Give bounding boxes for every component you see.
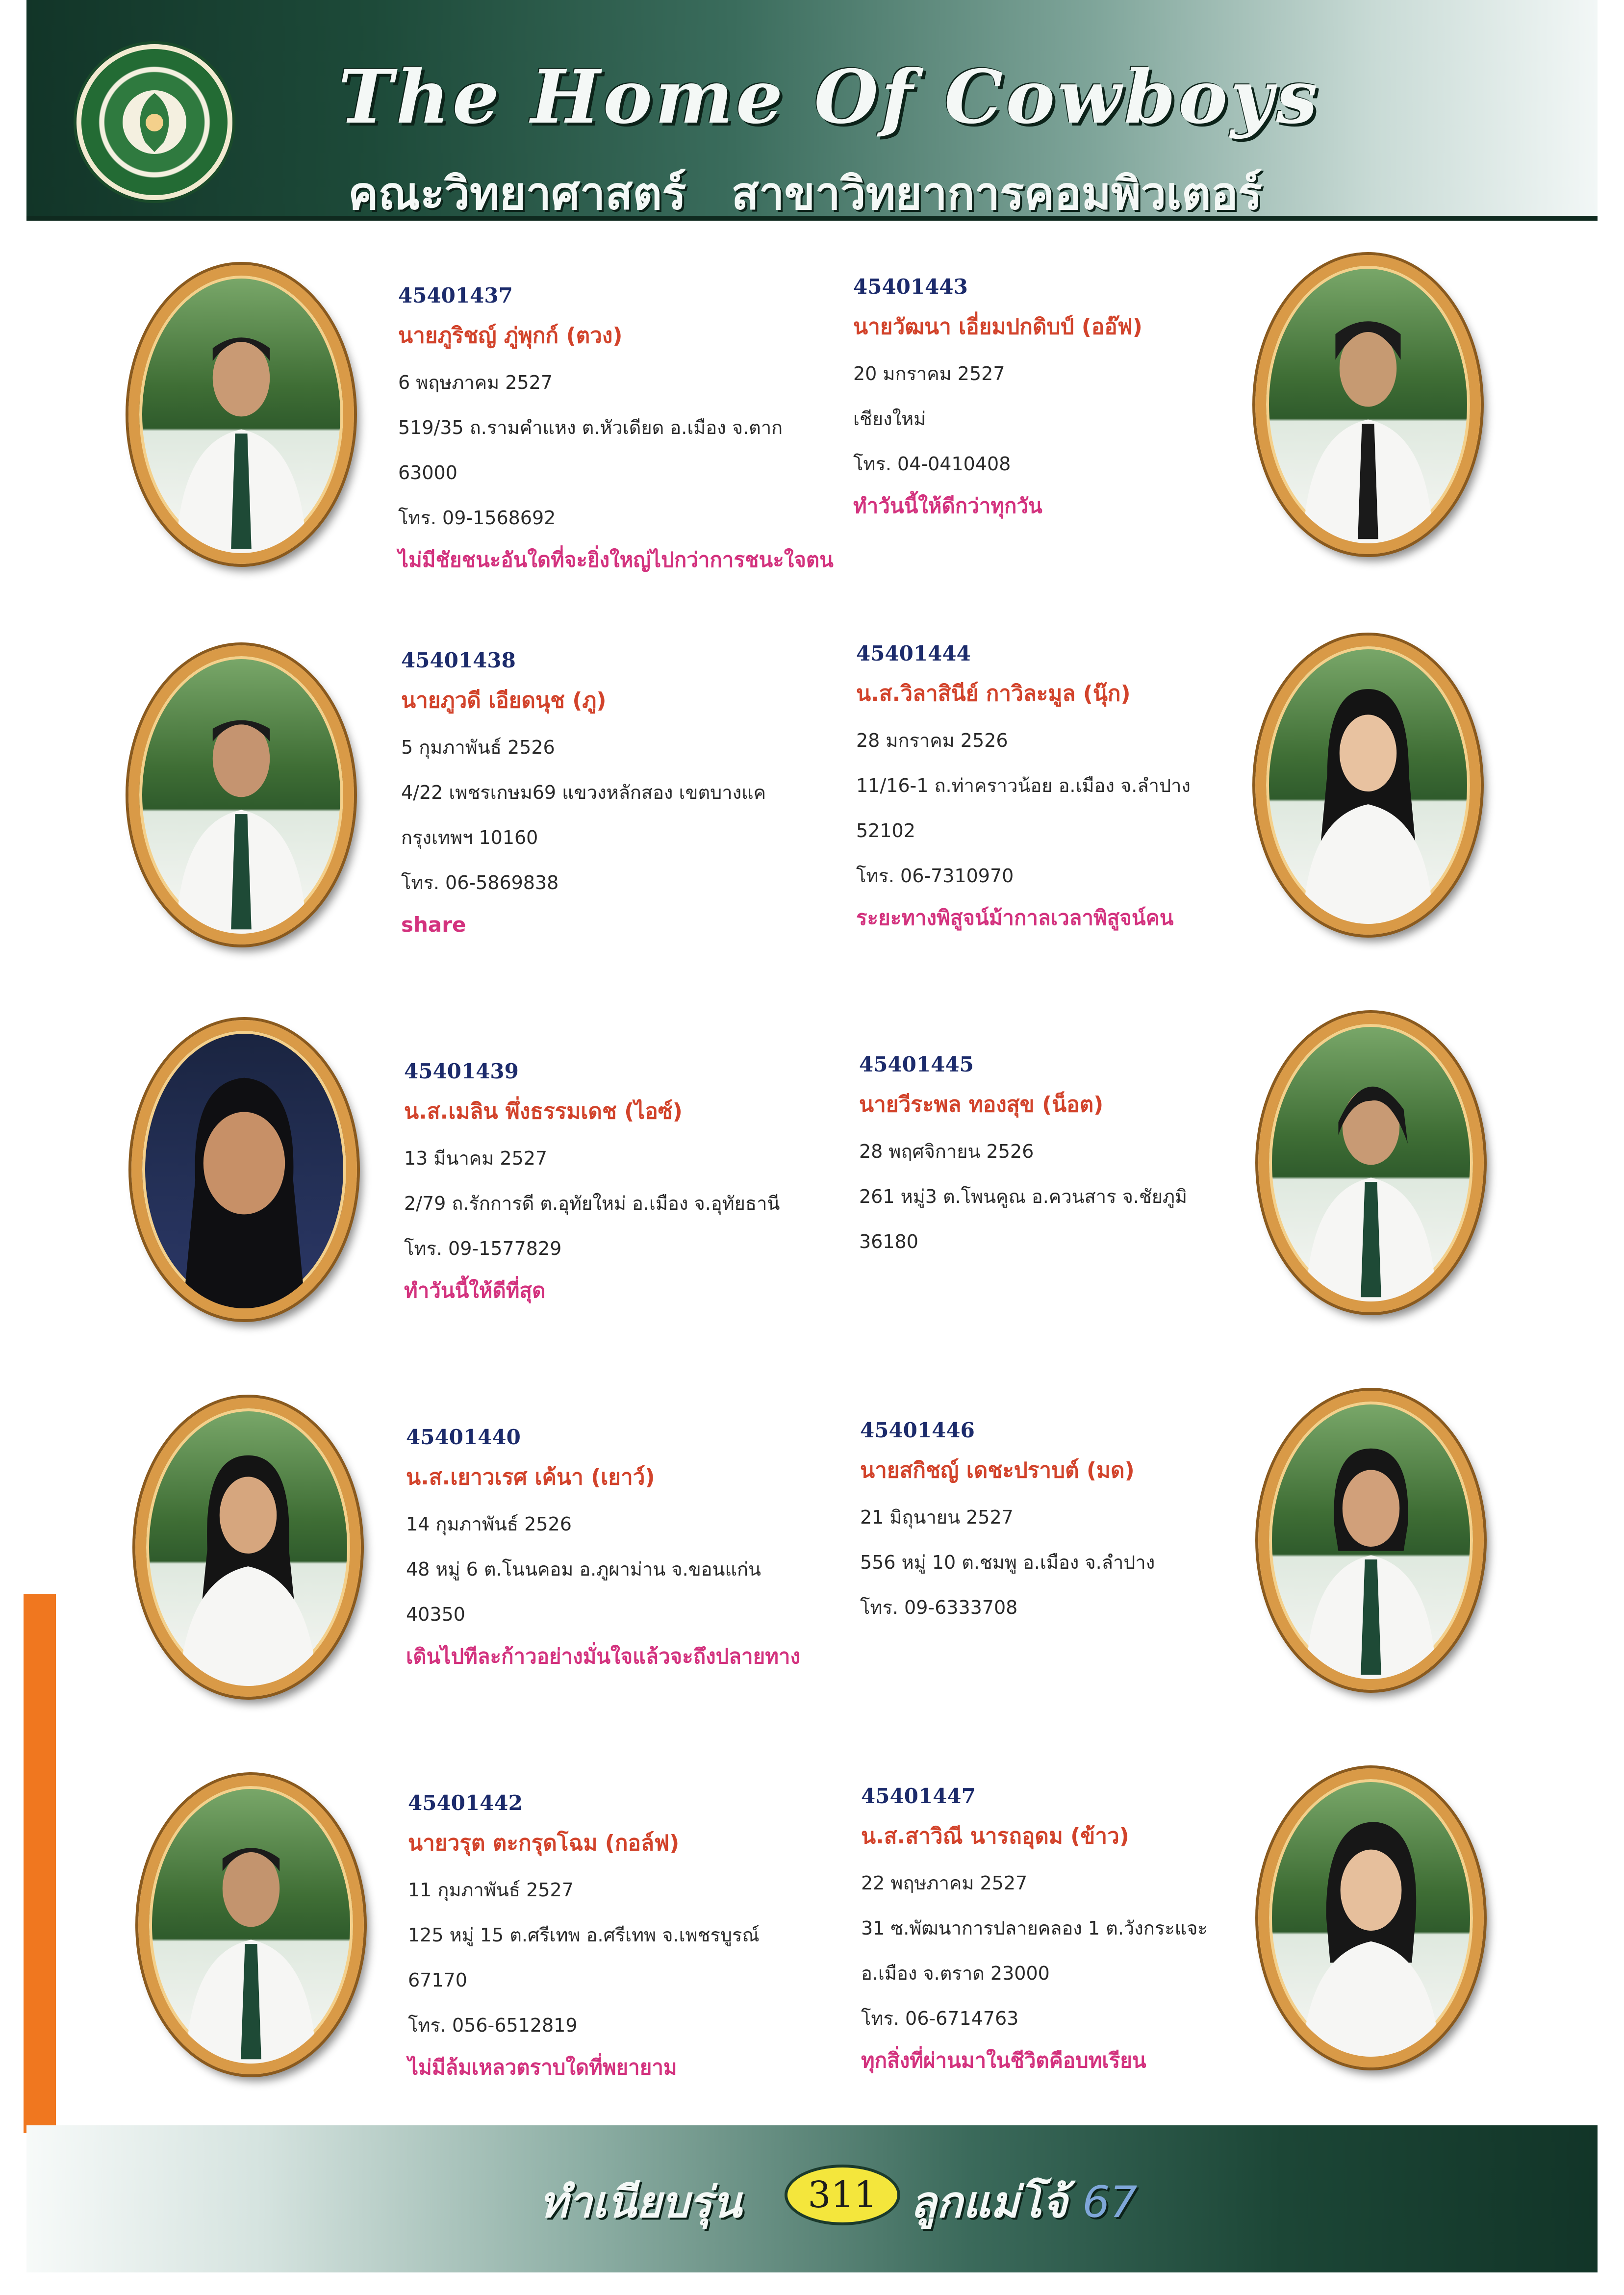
student-postcode: 63000 (398, 462, 457, 484)
student-photo (138, 1775, 364, 2074)
student-id: 45401447 (861, 1784, 976, 1808)
student-address: 556 หมู่ 10 ต.ชมพู อ.เมือง จ.ลำปาง (860, 1552, 1155, 1573)
student-card (401, 648, 842, 945)
student-photo (1258, 1013, 1484, 1312)
student-card (404, 1059, 845, 1311)
student-id: 45401445 (859, 1052, 974, 1076)
student-postcode: 52102 (856, 820, 915, 842)
student-card (859, 1052, 1300, 1265)
student-name: นายวัฒนา เอี่ยมปกดิบป์ (ออ๊ฟ) (853, 314, 1142, 339)
student-photo (1258, 1768, 1484, 2067)
page-number: 311 (785, 2165, 900, 2225)
student-birthdate: 28 พฤศจิกายน 2526 (859, 1141, 1034, 1162)
student-card (860, 1418, 1301, 1631)
student-address: 519/35 ถ.รามคำแหง ต.หัวเดียด อ.เมือง จ.ตาก (398, 417, 783, 438)
student-phone: โทร. 09-1568692 (398, 507, 556, 529)
student-photo (128, 265, 354, 564)
page-title: The Home Of Cowboys (338, 54, 1320, 140)
student-motto: share (401, 913, 466, 937)
student-motto: เดินไปทีละก้าวอย่างมั่นใจแล้วจะถึงปลายทาง (406, 1644, 801, 1668)
student-phone: โทร. 09-6333708 (860, 1597, 1018, 1618)
student-id: 45401443 (853, 275, 968, 299)
student-phone: โทร. 09-1577829 (404, 1238, 562, 1259)
student-photo (131, 1020, 357, 1319)
student-motto: ไม่มีชัยชนะอันใดที่จะยิ่งใหญ่ไปกว่าการชนะใจตน (398, 548, 834, 572)
student-phone: โทร. 04-0410408 (853, 453, 1011, 475)
student-address: เชียงใหม่ (853, 408, 926, 430)
student-address: 4/22 เพชรเกษม69 แขวงหลักสอง เขตบางแค (401, 782, 766, 803)
student-phone: โทร. 06-7310970 (856, 865, 1014, 887)
student-id: 45401444 (856, 641, 971, 665)
student-address: 2/79 ถ.รักการดี ต.อุทัยใหม่ อ.เมือง จ.อุทัยธานี (404, 1193, 780, 1214)
student-photo (1255, 636, 1481, 935)
footer-right-number: 67 (1082, 2177, 1138, 2227)
student-postcode: 36180 (859, 1231, 918, 1252)
student-postcode: 67170 (408, 1969, 467, 1991)
student-address-2: อ.เมือง จ.ตราด 23000 (861, 1963, 1050, 1984)
student-card (856, 641, 1297, 939)
student-photo (128, 645, 354, 944)
student-name: นายภูวดี เอียดนุช (ภู) (401, 688, 607, 713)
student-card (853, 275, 1294, 527)
student-address: 31 ซ.พัฒนาการปลายคลอง 1 ต.วังกระแจะ (861, 1917, 1208, 1939)
university-logo (76, 44, 232, 200)
student-id: 45401446 (860, 1418, 975, 1442)
student-phone: โทร. 06-5869838 (401, 872, 559, 893)
student-birthdate: 22 พฤษภาคม 2527 (861, 1872, 1028, 1894)
student-birthdate: 11 กุมภาพันธ์ 2527 (408, 1879, 574, 1901)
student-photo (1255, 255, 1481, 554)
student-name: นายวรุต ตะกรุดโฉม (กอล์ฟ) (408, 1831, 680, 1856)
footer-left-title: ทำเนียบรุ่น (539, 2177, 742, 2227)
student-birthdate: 6 พฤษภาคม 2527 (398, 372, 553, 393)
footer-right-text: ลูกแม่โจ้ (910, 2177, 1067, 2227)
student-city: กรุงเทพฯ 10160 (401, 827, 538, 848)
student-motto: ไม่มีล้มเหลวตราบใดที่พยายาม (408, 2055, 677, 2079)
logo-emblem-icon (81, 49, 228, 195)
student-motto: ทำวันนี้ให้ดีที่สุด (404, 1278, 546, 1302)
student-birthdate: 5 กุมภาพันธ์ 2526 (401, 737, 555, 758)
student-name: นายสกิชญ์ เดชะปราบต์ (มด) (860, 1458, 1135, 1483)
student-photo (135, 1398, 361, 1697)
student-motto: ทำวันนี้ให้ดีกว่าทุกวัน (853, 494, 1042, 518)
page-subtitle: คณะวิทยาศาสตร์ สาขาวิทยาการคอมพิวเตอร์ (348, 167, 1263, 220)
student-name: นายวีระพล ทองสุข (น็อต) (859, 1092, 1104, 1117)
student-postcode: 40350 (406, 1604, 465, 1625)
student-name: น.ส.เมลิน พึ่งธรรมเดช (ไอซ์) (404, 1099, 683, 1124)
student-birthdate: 14 กุมภาพันธ์ 2526 (406, 1513, 572, 1535)
student-id: 45401437 (398, 283, 513, 307)
student-motto: ทุกสิ่งที่ผ่านมาในชีวิตคือบทเรียน (861, 2048, 1146, 2072)
student-phone: โทร. 056-6512819 (408, 2014, 578, 2036)
student-id: 45401442 (408, 1791, 523, 1815)
student-card (861, 1784, 1302, 2081)
student-card (408, 1791, 849, 2088)
student-id: 45401438 (401, 648, 516, 672)
student-motto: ระยะทางพิสูจน์ม้ากาลเวลาพิสูจน์คน (856, 906, 1174, 930)
student-birthdate: 20 มกราคม 2527 (853, 363, 1005, 384)
student-birthdate: 21 มิถุนายน 2527 (860, 1506, 1014, 1528)
student-birthdate: 28 มกราคม 2526 (856, 730, 1008, 751)
student-address: 48 หมู่ 6 ต.โนนคอม อ.ภูผาม่าน จ.ขอนแก่น (406, 1558, 761, 1580)
student-id: 45401440 (406, 1425, 521, 1449)
student-address: 125 หมู่ 15 ต.ศรีเทพ อ.ศรีเทพ จ.เพชรบูรณ์ (408, 1924, 760, 1946)
student-name: น.ส.วิลาสินีย์ กาวิละมูล (นุ๊ก) (856, 681, 1131, 706)
side-accent-strip (24, 1594, 56, 2133)
student-name: นายภูริชญ์ ภู่พุกก์ (ตวง) (398, 323, 623, 348)
student-card (406, 1425, 847, 1677)
student-address: 11/16-1 ถ.ท่าคราวน้อย อ.เมือง จ.ลำปาง (856, 775, 1191, 796)
student-name: น.ส.สาวิณี นารถอุดม (ข้าว) (861, 1824, 1129, 1849)
student-phone: โทร. 06-6714763 (861, 2008, 1019, 2029)
student-name: น.ส.เยาวเรศ เค้นา (เยาว์) (406, 1465, 655, 1490)
footer-right-title (910, 2168, 1136, 2231)
student-address: 261 หมู่3 ต.โพนคูณ อ.ควนสาร จ.ชัยภูมิ (859, 1186, 1188, 1207)
student-card (398, 283, 839, 581)
student-id: 45401439 (404, 1059, 519, 1083)
student-photo (1258, 1391, 1484, 1690)
student-birthdate: 13 มีนาคม 2527 (404, 1148, 548, 1169)
